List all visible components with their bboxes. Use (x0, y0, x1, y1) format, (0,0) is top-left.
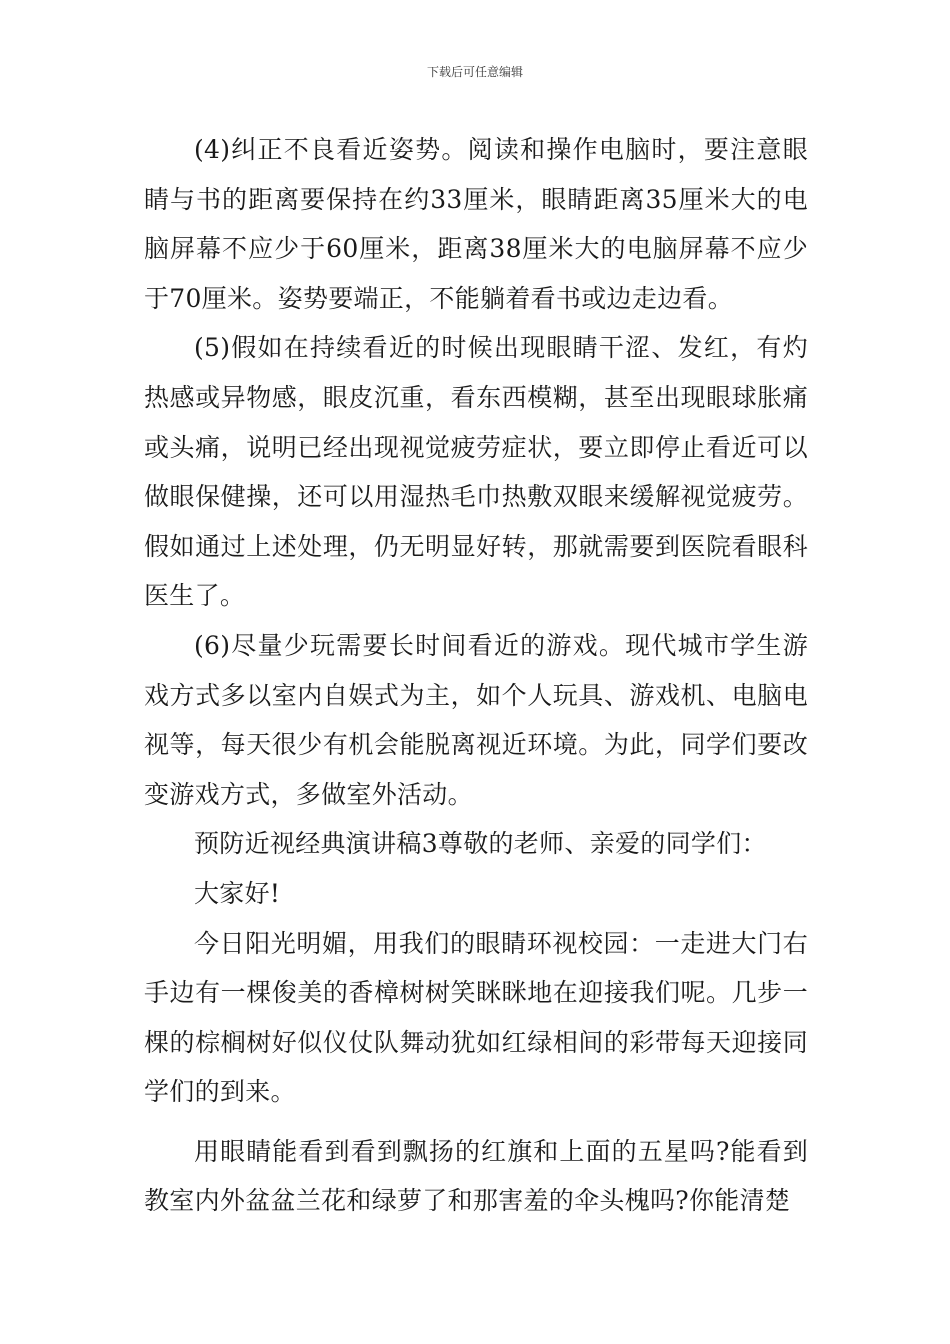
paragraph-eye-fatigue: (5)假如在持续看近的时候出现眼睛干涩、发红，有灼热感或异物感，眼皮沉重，看东西模糊，甚至出现眼球胀痛或头痛，说明已经出现视觉疲劳症状，要立即停止看近可以做眼保健操，还可以用湿热毛巾热敷双眼来缓解视觉疲劳。假如通过上述处理，仍无明显好转，那就需要到医院看眼科医生了。 (144, 333, 808, 611)
paragraph-posture: (4)纠正不良看近姿势。阅读和操作电脑时，要注意眼睛与书的距离要保持在约33厘米，眼睛距离35厘米大的电脑屏幕不应少于60厘米，距离38厘米大的电脑屏幕不应少于70厘米。姿势要端正，不能躺着看书或边走边看。 (144, 135, 808, 313)
paragraph-games: (6)尽量少玩需要长时间看近的游戏。现代城市学生游戏方式多以室内自娱式为主，如个人玩具、游戏机、电脑电视等，每天很少有机会能脱离视近环境。为此，同学们要改变游戏方式，多做室外活动。 (144, 630, 808, 809)
document-body (144, 125, 808, 1226)
paragraph-speech-title: 预防近视经典演讲稿3尊敬的老师、亲爱的同学们： (194, 829, 767, 859)
page-header-note: 下载后可任意编辑 (426, 65, 523, 79)
paragraph-flag: 用眼睛能看到看到飘扬的红旗和上面的五星吗?能看到教室内外盆盆兰花和绿萝了和那害羞的伞头槐吗?你能清楚 (144, 1136, 808, 1216)
paragraph-campus: 今日阳光明媚，用我们的眼睛环视校园：一走进大门右手边有一棵俊美的香樟树树笑眯眯地在迎接我们呢。几步一棵的棕榈树好似仪仗队舞动犹如红绿相间的彩带每天迎接同学们的到来。 (144, 928, 808, 1107)
paragraph-greeting: 大家好! (194, 878, 281, 908)
